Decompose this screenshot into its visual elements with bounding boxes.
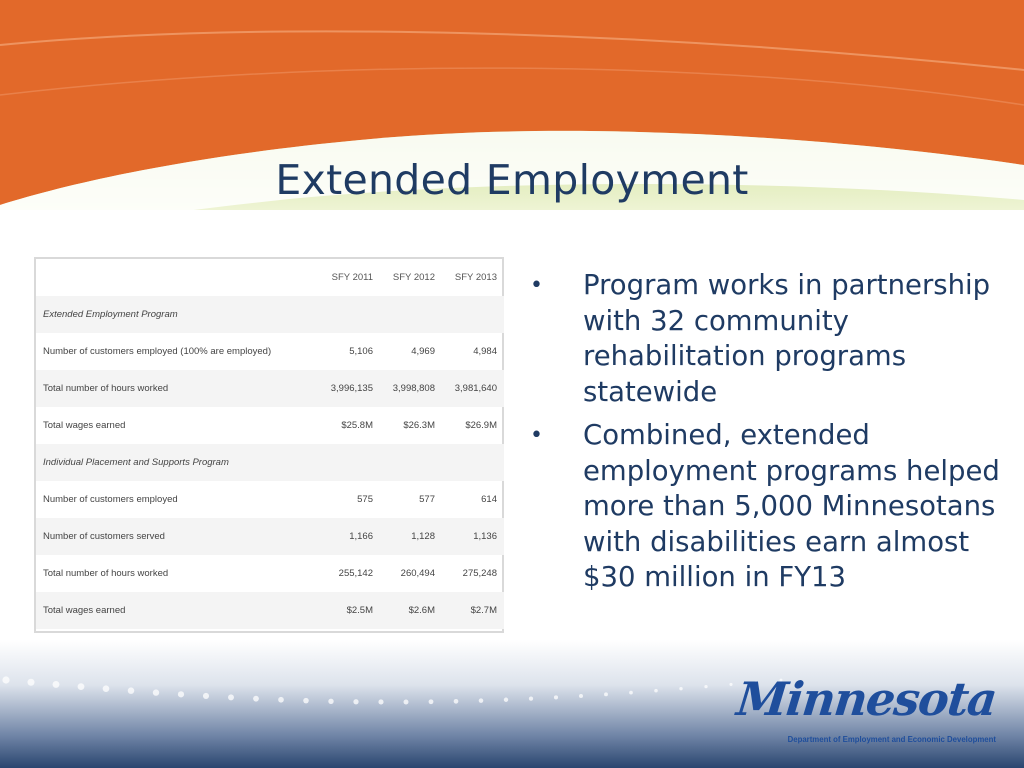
table-row	[36, 370, 504, 407]
cell-value	[380, 444, 442, 481]
footer-dot	[479, 698, 484, 703]
footer-dot	[53, 681, 60, 688]
table-row	[36, 333, 504, 370]
cell-value: 3,996,135	[318, 370, 380, 407]
header-cell	[36, 259, 318, 296]
row-label: Total number of hours worked	[43, 568, 169, 579]
cell-value: $2.5M	[318, 592, 380, 629]
row-label: Total number of hours worked	[36, 370, 318, 407]
header-cell: SFY 2011	[331, 272, 373, 283]
footer-dot	[679, 687, 682, 690]
footer-dot	[128, 687, 135, 694]
header-cell: SFY 2012	[392, 272, 435, 283]
cell-value: 3,998,808	[380, 370, 442, 407]
cell-value: 577	[419, 494, 435, 505]
logo-wordmark: Minnesota	[734, 672, 999, 726]
footer-dot	[554, 695, 558, 699]
footer-dot	[353, 699, 358, 704]
footer-dot	[178, 691, 184, 697]
cell-value: $26.3M	[403, 420, 435, 431]
footer-dot	[529, 697, 533, 701]
footer-dot	[654, 689, 658, 693]
footer-dot	[328, 699, 333, 704]
cell-value	[442, 444, 504, 481]
cell-value: 575	[357, 494, 373, 505]
cell-value: 3,981,640	[442, 370, 504, 407]
logo-subtitle: Department of Employment and Economic Development	[787, 735, 996, 744]
footer-dot	[629, 691, 633, 695]
row-label: Number of customers employed	[43, 494, 178, 505]
cell-value: 260,494	[400, 568, 435, 579]
bullet-text: Combined, extended employment programs helped more than 5,000 Minnesotans with disabilities earn almost $30 million in FY13	[583, 419, 1000, 593]
row-label: Total wages earned	[43, 420, 126, 431]
cell-value: 1,166	[318, 518, 380, 555]
row-label: Number of customers served	[36, 518, 318, 555]
row-label: Extended Employment Program	[36, 296, 318, 333]
table-row	[36, 555, 504, 592]
footer-dot	[579, 694, 583, 698]
footer-dot	[27, 679, 34, 686]
cell-value: 5,106	[349, 346, 373, 357]
bullet-list	[530, 268, 1000, 604]
row-label: Individual Placement and Supports Program	[36, 444, 318, 481]
cell-value: 275,248	[462, 568, 497, 579]
footer-dot	[404, 699, 409, 704]
footer-dot	[504, 698, 508, 702]
data-table	[36, 259, 504, 629]
footer-dot	[704, 685, 707, 688]
row-label: Number of customers employed (100% are employed)	[43, 346, 272, 357]
table-header-row	[36, 259, 504, 296]
bullet-marker: •	[530, 273, 543, 298]
cell-value	[318, 296, 380, 333]
cell-value: 1,128	[380, 518, 442, 555]
bullet-item	[530, 268, 1000, 410]
footer-dot	[378, 699, 383, 704]
cell-value: $26.9M	[465, 420, 497, 431]
footer-dot	[278, 697, 284, 703]
cell-value: 4,984	[473, 346, 497, 357]
table-row	[36, 592, 504, 629]
cell-value	[442, 296, 504, 333]
footer-dot	[303, 698, 309, 704]
bullet-marker: •	[530, 423, 543, 448]
header-cell: SFY 2013	[454, 272, 497, 283]
table-row	[36, 296, 504, 333]
cell-value: $2.7M	[442, 592, 504, 629]
footer-dot	[454, 699, 459, 704]
footer-dot	[2, 676, 9, 683]
program-stats-table	[34, 257, 504, 633]
table-row	[36, 407, 504, 444]
cell-value: 1,136	[442, 518, 504, 555]
footer-dot	[78, 683, 85, 690]
cell-value: 614	[481, 494, 497, 505]
footer-dot	[604, 692, 608, 696]
footer-dot	[153, 689, 159, 695]
table-row	[36, 518, 504, 555]
footer-dot	[729, 683, 732, 686]
cell-value	[380, 296, 442, 333]
footer-dot	[429, 699, 434, 704]
slide-title: Extended Employment	[275, 156, 749, 204]
cell-value: 255,142	[338, 568, 373, 579]
bullet-item	[530, 418, 1000, 596]
footer-dot	[253, 696, 259, 702]
cell-value: $2.6M	[380, 592, 442, 629]
minnesota-logo	[734, 672, 999, 750]
footer-dot	[228, 694, 234, 700]
table-row	[36, 444, 504, 481]
cell-value	[318, 444, 380, 481]
cell-value: 4,969	[411, 346, 435, 357]
footer-dot	[203, 693, 209, 699]
bullet-text: Program works in partnership with 32 community rehabilitation programs statewide	[583, 269, 991, 408]
cell-value: $25.8M	[341, 420, 373, 431]
row-label: Total wages earned	[36, 592, 318, 629]
table-row	[36, 481, 504, 518]
footer-dot	[103, 685, 110, 692]
